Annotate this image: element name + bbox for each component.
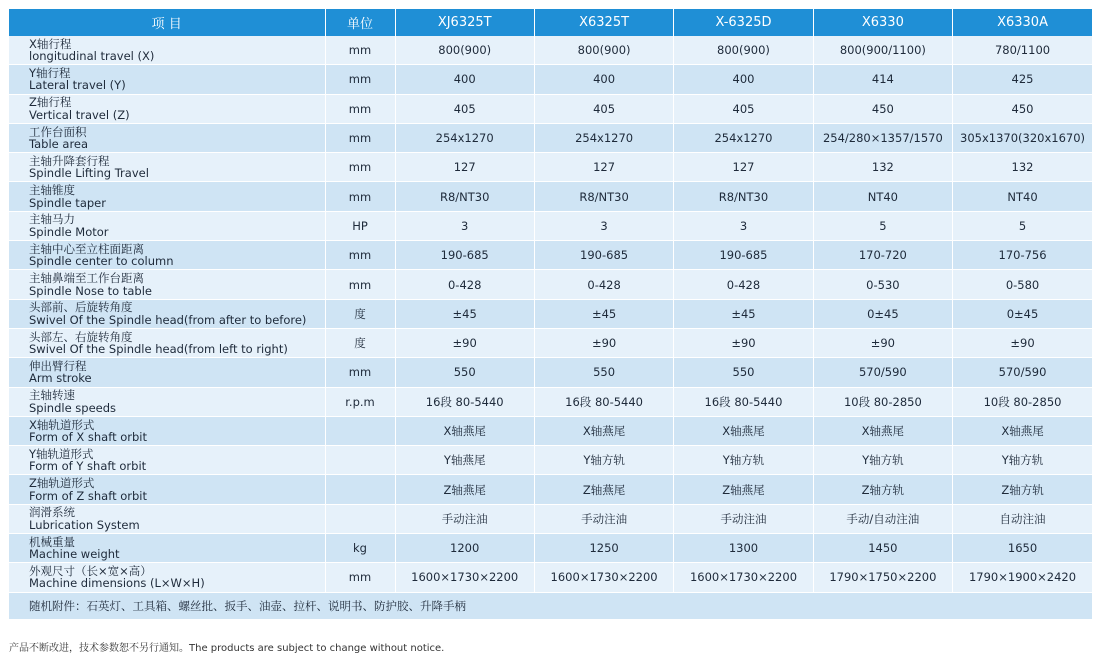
item-name-en: Spindle Lifting Travel [29, 166, 149, 181]
value-cell: ±90 [674, 328, 813, 357]
value-cell: 450 [953, 94, 1092, 123]
value-cell: 254x1270 [395, 123, 534, 152]
value-cell: 3 [395, 211, 534, 240]
item-name-cn: 头部左、右旋转角度 [29, 329, 133, 344]
unit-cell: mm [325, 153, 395, 182]
item-name-en: Machine dimensions (L×W×H) [29, 576, 205, 591]
value-cell: ±90 [395, 328, 534, 357]
item-name-cn: 主轴锥度 [29, 183, 75, 198]
table-row [9, 358, 1092, 387]
value-cell: ±90 [953, 328, 1092, 357]
value-cell: 1600×1730×2200 [674, 563, 813, 592]
value-cell: 1790×1750×2200 [813, 563, 952, 592]
unit-cell [325, 475, 395, 504]
value-cell: 550 [674, 358, 813, 387]
header-model-4: X6330 [813, 9, 952, 36]
value-cell: 414 [813, 65, 952, 94]
accessories-row [9, 592, 1092, 619]
value-cell: 170-756 [953, 241, 1092, 270]
item-name-en: Machine weight [29, 547, 120, 562]
item-name-en: Vertical travel (Z) [29, 107, 130, 122]
table-row [9, 475, 1092, 504]
value-cell: 400 [534, 65, 673, 94]
item-name-cn: 主轴鼻端至工作台距离 [29, 271, 144, 286]
value-cell: X轴燕尾 [953, 416, 1092, 445]
value-cell: 132 [813, 153, 952, 182]
value-cell: Z轴燕尾 [674, 475, 813, 504]
value-cell: 1250 [534, 534, 673, 563]
value-cell: 190-685 [674, 241, 813, 270]
header-model-5: X6330A [953, 9, 1092, 36]
unit-cell: r.p.m [325, 387, 395, 416]
value-cell: 190-685 [534, 241, 673, 270]
table-row [9, 211, 1092, 240]
item-cell [9, 94, 325, 123]
table-row [9, 387, 1092, 416]
table-row [9, 534, 1092, 563]
value-cell: 800(900) [674, 36, 813, 65]
item-name-en: Spindle center to column [29, 254, 174, 269]
value-cell: 450 [813, 94, 952, 123]
item-name-en: Lubrication System [29, 517, 140, 532]
item-cell [9, 241, 325, 270]
unit-cell [325, 416, 395, 445]
value-cell: ±90 [813, 328, 952, 357]
value-cell: 570/590 [813, 358, 952, 387]
item-cell [9, 270, 325, 299]
value-cell: 手动注油 [395, 504, 534, 533]
value-cell: 800(900) [395, 36, 534, 65]
value-cell: 手动/自动注油 [813, 504, 952, 533]
spec-table [9, 9, 1092, 620]
unit-cell: mm [325, 241, 395, 270]
item-cell [9, 65, 325, 94]
value-cell: 780/1100 [953, 36, 1092, 65]
table-row [9, 446, 1092, 475]
value-cell: 5 [813, 211, 952, 240]
value-cell: 5 [953, 211, 1092, 240]
value-cell: Z轴方轨 [953, 475, 1092, 504]
value-cell: 305x1370(320x1670) [953, 123, 1092, 152]
value-cell: 0-428 [395, 270, 534, 299]
value-cell: 16段 80-5440 [395, 387, 534, 416]
unit-cell: kg [325, 534, 395, 563]
table-row [9, 123, 1092, 152]
item-name-en: Swivel Of the Spindle head(from after to before) [29, 312, 307, 327]
item-name-cn: Z轴行程 [29, 95, 72, 110]
table-row [9, 416, 1092, 445]
table-row [9, 241, 1092, 270]
item-name-cn: 主轴中心至立柱面距离 [29, 241, 144, 256]
value-cell: NT40 [953, 182, 1092, 211]
value-cell: 254x1270 [674, 123, 813, 152]
item-name-en: Spindle Motor [29, 224, 109, 239]
value-cell: ±45 [534, 299, 673, 328]
value-cell: ±90 [534, 328, 673, 357]
value-cell: 自动注油 [953, 504, 1092, 533]
item-cell [9, 36, 325, 65]
item-name-en: Arm stroke [29, 371, 92, 386]
value-cell: Z轴燕尾 [534, 475, 673, 504]
value-cell: NT40 [813, 182, 952, 211]
unit-cell: mm [325, 563, 395, 592]
value-cell: 0±45 [813, 299, 952, 328]
item-name-en: Form of Y shaft orbit [29, 459, 147, 474]
item-cell [9, 299, 325, 328]
header-model-3: X-6325D [674, 9, 813, 36]
value-cell: 405 [395, 94, 534, 123]
value-cell: R8/NT30 [395, 182, 534, 211]
value-cell: 550 [534, 358, 673, 387]
value-cell: Y轴方轨 [674, 446, 813, 475]
table-row [9, 504, 1092, 533]
item-name-cn: 伸出臂行程 [29, 358, 87, 373]
value-cell: Y轴燕尾 [395, 446, 534, 475]
value-cell: 254/280×1357/1570 [813, 123, 952, 152]
value-cell: X轴燕尾 [674, 416, 813, 445]
item-name-cn: 头部前、后旋转角度 [29, 300, 133, 315]
unit-cell: 度 [325, 328, 395, 357]
header-item: 项 目 [9, 9, 325, 36]
value-cell: 10段 80-2850 [953, 387, 1092, 416]
value-cell: 127 [534, 153, 673, 182]
unit-cell [325, 446, 395, 475]
unit-cell: mm [325, 270, 395, 299]
item-cell [9, 446, 325, 475]
value-cell: 190-685 [395, 241, 534, 270]
value-cell: 16段 80-5440 [534, 387, 673, 416]
value-cell: Y轴方轨 [813, 446, 952, 475]
item-name-cn: X轴行程 [29, 36, 72, 51]
unit-cell: mm [325, 94, 395, 123]
value-cell: Z轴燕尾 [395, 475, 534, 504]
value-cell: 16段 80-5440 [674, 387, 813, 416]
value-cell: Y轴方轨 [953, 446, 1092, 475]
item-name-en: Form of X shaft orbit [29, 430, 148, 444]
value-cell: 0±45 [953, 299, 1092, 328]
table-row [9, 94, 1092, 123]
item-name-en: longitudinal travel (X) [29, 49, 155, 64]
unit-cell: mm [325, 36, 395, 65]
item-cell [9, 416, 325, 445]
value-cell: 0-530 [813, 270, 952, 299]
value-cell: 手动注油 [534, 504, 673, 533]
unit-cell: mm [325, 123, 395, 152]
header-model-2: X6325T [534, 9, 673, 36]
value-cell: 400 [674, 65, 813, 94]
value-cell: 1450 [813, 534, 952, 563]
item-cell [9, 328, 325, 357]
unit-cell [325, 504, 395, 533]
value-cell: 400 [395, 65, 534, 94]
unit-cell: mm [325, 358, 395, 387]
item-name-en: Swivel Of the Spindle head(from left to right) [29, 342, 288, 357]
value-cell: Y轴方轨 [534, 446, 673, 475]
item-cell [9, 211, 325, 240]
value-cell: 405 [674, 94, 813, 123]
table-row [9, 299, 1092, 328]
item-cell [9, 563, 325, 592]
value-cell: 254x1270 [534, 123, 673, 152]
value-cell: R8/NT30 [674, 182, 813, 211]
value-cell: 132 [953, 153, 1092, 182]
item-name-cn: 主轴马力 [29, 212, 75, 227]
value-cell: 1300 [674, 534, 813, 563]
value-cell: 1600×1730×2200 [534, 563, 673, 592]
unit-cell: HP [325, 211, 395, 240]
value-cell: 1600×1730×2200 [395, 563, 534, 592]
table-row [9, 182, 1092, 211]
value-cell: ±45 [674, 299, 813, 328]
value-cell: X轴燕尾 [395, 416, 534, 445]
unit-cell: 度 [325, 299, 395, 328]
value-cell: 800(900/1100) [813, 36, 952, 65]
item-name-en: Form of Z shaft orbit [29, 488, 148, 503]
item-cell [9, 358, 325, 387]
item-name-cn: 外观尺寸（长×宽×高） [29, 563, 152, 578]
header-unit: 单位 [325, 9, 395, 36]
header-row [9, 9, 1092, 36]
item-name-en: Spindle Nose to table [29, 283, 152, 298]
table-row [9, 65, 1092, 94]
item-name-cn: 主轴升降套行程 [29, 153, 110, 168]
value-cell: 127 [395, 153, 534, 182]
value-cell: 127 [674, 153, 813, 182]
value-cell: 170-720 [813, 241, 952, 270]
value-cell: 3 [674, 211, 813, 240]
value-cell: 0-580 [953, 270, 1092, 299]
unit-cell: mm [325, 65, 395, 94]
item-name-cn: 主轴转速 [29, 388, 75, 403]
value-cell: 0-428 [674, 270, 813, 299]
item-name-cn: Y轴行程 [29, 65, 71, 80]
table-row [9, 36, 1092, 65]
item-name-cn: 机械重量 [29, 534, 75, 549]
item-name-cn: X轴轨道形式 [29, 417, 95, 432]
item-cell [9, 504, 325, 533]
spec-table-container [9, 9, 1092, 620]
value-cell: 0-428 [534, 270, 673, 299]
value-cell: 570/590 [953, 358, 1092, 387]
value-cell: 手动注油 [674, 504, 813, 533]
value-cell: 3 [534, 211, 673, 240]
value-cell: 550 [395, 358, 534, 387]
item-cell [9, 182, 325, 211]
value-cell: 1650 [953, 534, 1092, 563]
value-cell: 1200 [395, 534, 534, 563]
change-notice: 产品不断改进，技术参数恕不另行通知。The products are subject to change without notice. [9, 643, 445, 654]
item-name-en: Spindle speeds [29, 400, 117, 415]
value-cell: 425 [953, 65, 1092, 94]
item-cell [9, 534, 325, 563]
value-cell: X轴燕尾 [534, 416, 673, 445]
item-name-cn: 润滑系统 [29, 505, 75, 520]
item-name-en: Lateral travel (Y) [29, 78, 126, 93]
table-row [9, 270, 1092, 299]
item-cell [9, 475, 325, 504]
table-row [9, 153, 1092, 182]
value-cell: Z轴方轨 [813, 475, 952, 504]
value-cell: ±45 [395, 299, 534, 328]
item-name-cn: Z轴轨道形式 [29, 476, 95, 491]
item-cell [9, 153, 325, 182]
header-model-1: XJ6325T [395, 9, 534, 36]
item-name-en: Table area [29, 137, 89, 152]
item-name-en: Spindle taper [29, 195, 106, 210]
value-cell: 800(900) [534, 36, 673, 65]
value-cell: 405 [534, 94, 673, 123]
unit-cell: mm [325, 182, 395, 211]
value-cell: R8/NT30 [534, 182, 673, 211]
item-name-cn: 工作台面积 [29, 124, 87, 139]
value-cell: 10段 80-2850 [813, 387, 952, 416]
item-cell [9, 387, 325, 416]
table-row [9, 563, 1092, 592]
item-cell [9, 123, 325, 152]
item-name-cn: Y轴轨道形式 [29, 446, 94, 461]
table-row [9, 328, 1092, 357]
value-cell: X轴燕尾 [813, 416, 952, 445]
value-cell: 1790×1900×2420 [953, 563, 1092, 592]
accessories-text: 随机附件：石英灯、工具箱、螺丝批、扳手、油壶、拉杆、说明书、防护胶、升降手柄 [9, 592, 1092, 619]
